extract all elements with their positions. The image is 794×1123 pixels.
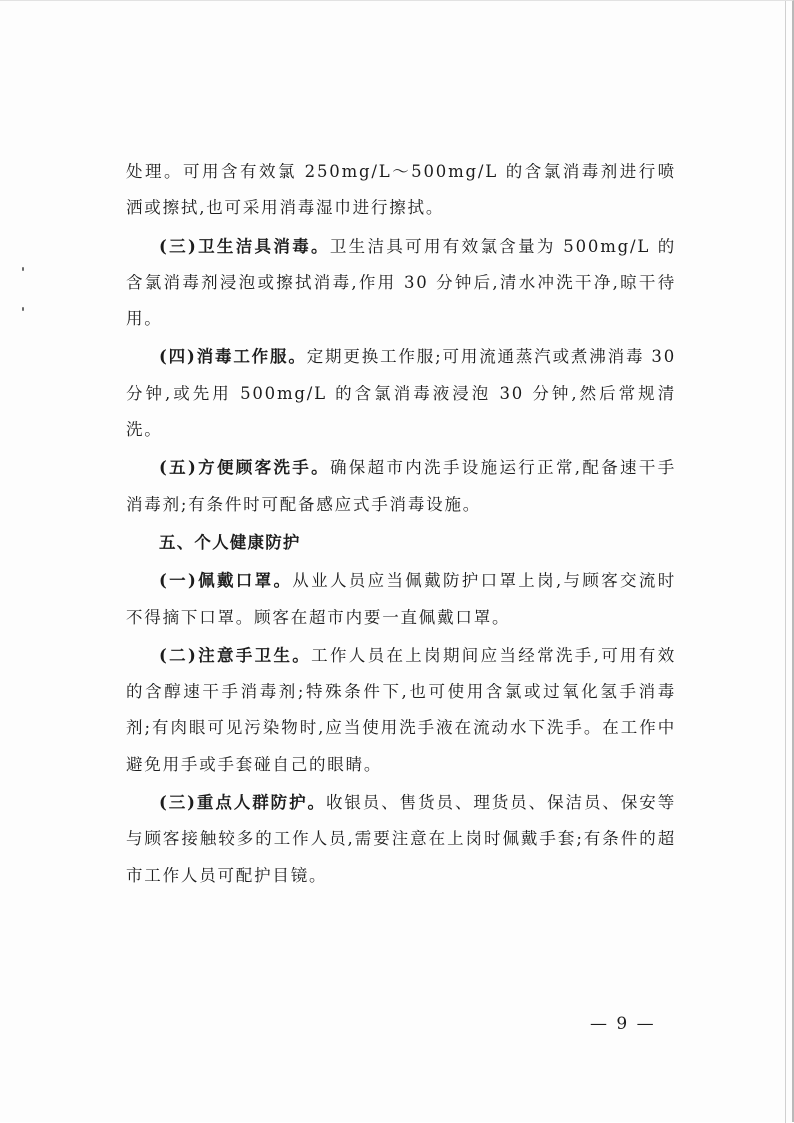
paragraph-sanitary-ware: [126, 229, 676, 338]
page-number: — 9 —: [590, 1014, 656, 1034]
paragraph-masks-lead: (一)佩戴口罩。: [159, 571, 293, 591]
paragraph-key-groups: [126, 785, 676, 894]
paragraph-workwear: [126, 339, 676, 448]
paragraph-hand-hygiene-text: 工作人员在上岗期间应当经常洗手,可用有效的含醇速干手消毒剂;特殊条件下,也可使用含氯或过氧化氢手消毒剂;有肉眼可见污染物时,应当使用洗手液在流动水下洗手。在工作中避免用手或手套碰自己的眼睛。: [126, 645, 676, 774]
paragraph-1: [126, 154, 676, 227]
paragraph-hand-hygiene-lead: (二)注意手卫生。: [159, 645, 312, 665]
scan-speck: [22, 307, 24, 311]
paragraph-workwear-text: 定期更换工作服;可用流通蒸汽或煮沸消毒 30 分钟,或先用 500mg/L 的含氯消毒液浸泡 30 分钟,然后常规清洗。: [126, 347, 676, 440]
paragraph-workwear-lead: (四)消毒工作服。: [159, 347, 307, 367]
paragraph-1-text: 处理。可用含有效氯 250mg/L～500mg/L 的含氯消毒剂进行喷洒或擦拭,也可采用消毒湿巾进行擦拭。: [126, 162, 676, 218]
section-heading-personal-protection: 五、个人健康防护: [159, 532, 301, 552]
paragraph-handwashing-customers: [126, 450, 676, 523]
paragraph-hand-hygiene: [126, 638, 676, 783]
scan-speck: [22, 267, 24, 271]
scan-edge-line: [785, 1, 786, 1123]
paragraph-key-groups-lead: (三)重点人群防护。: [159, 793, 326, 813]
paragraph-masks-text: 从业人员应当佩戴防护口罩上岗,与顾客交流时不得摘下口罩。顾客在超市内要一直佩戴口罩。: [126, 571, 677, 627]
document-body: [126, 154, 676, 894]
paragraph-handwashing-customers-lead: (五)方便顾客洗手。: [159, 458, 330, 478]
paragraph-sanitary-ware-text: 卫生洁具可用有效氯含量为 500mg/L 的含氯消毒剂浸泡或擦拭消毒,作用 30 分钟后,清水冲洗干净,晾干待用。: [126, 236, 676, 329]
paragraph-handwashing-customers-text: 确保超市内洗手设施运行正常,配备速干手消毒剂;有条件时可配备感应式手消毒设施。: [126, 458, 676, 514]
paragraph-masks: [126, 563, 676, 636]
paragraph-sanitary-ware-lead: (三)卫生洁具消毒。: [159, 236, 330, 256]
paragraph-key-groups-text: 收银员、售货员、理货员、保洁员、保安等与顾客接触较多的工作人员,需要注意在上岗时佩戴手套;有条件的超市工作人员可配护目镜。: [126, 793, 676, 885]
